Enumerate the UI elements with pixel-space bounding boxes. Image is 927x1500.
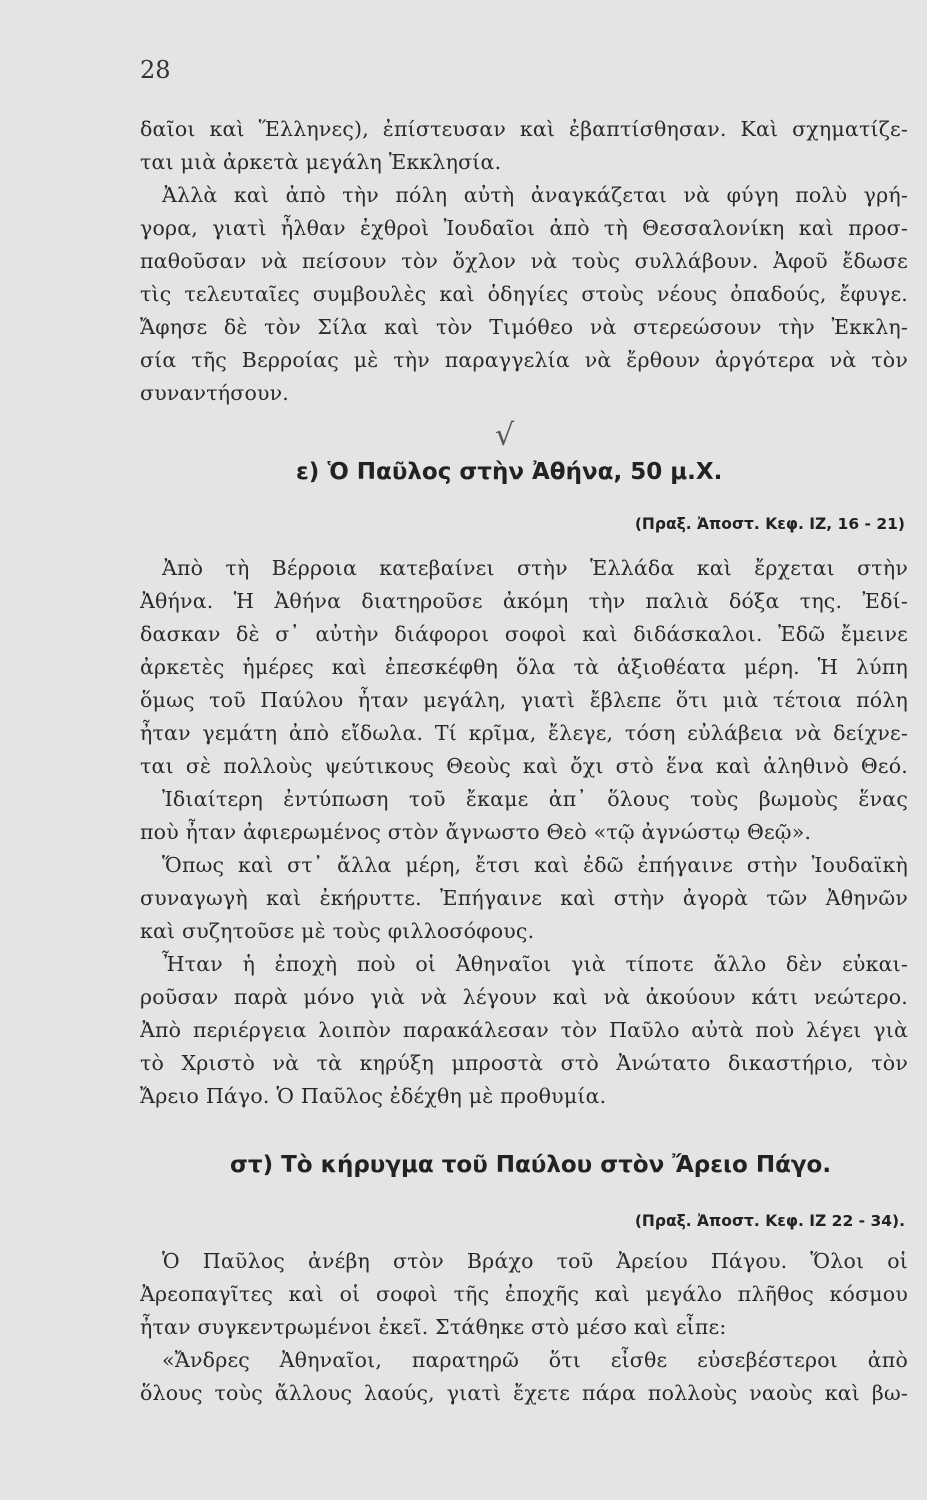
text-line: «Ἄνδρες Ἀθηναῖοι, παρατηρῶ ὅτι εἶσθε εὐσεβέστεροι ἀπὸ: [162, 1348, 908, 1372]
check-mark: √: [495, 418, 515, 453]
section-reference-athens: (Πραξ. Ἀποστ. Κεφ. ΙΖ, 16 - 21): [634, 515, 905, 533]
section-heading-areopagus: στ) Τὸ κήρυγμα τοῦ Παύλου στὸν Ἄρειο Πάγο.: [230, 1152, 832, 1178]
page-number: 28: [140, 56, 171, 84]
section-text-areopagus: [140, 1245, 908, 1410]
text-line: ται μιὰ ἀρκετὰ μεγάλη Ἐκκλησία.: [140, 150, 502, 174]
text-line: ἦταν συγκεντρωμένοι ἐκεῖ. Στάθηκε στὸ μέσο καὶ εἶπε:: [140, 1315, 727, 1339]
text-line: Ἦταν ἡ ἐποχὴ ποὺ οἱ Ἀθηναῖοι γιὰ τίποτε ἄλλο δὲν εὐκαι-: [162, 952, 908, 976]
text-line: δαῖοι καὶ Ἕλληνες), ἐπίστευσαν καὶ ἐβαπτίσθησαν. Καὶ σχηματίζε-: [140, 117, 908, 141]
text-line: Ἀθήνα. Ἡ Ἀθήνα διατηροῦσε ἀκόμη τὴν παλιὰ δόξα της. Ἐδί-: [140, 589, 908, 613]
text-line: γορα, γιατὶ ἦλθαν ἐχθροὶ Ἰουδαῖοι ἀπὸ τὴ Θεσσαλονίκη καὶ προσ-: [140, 216, 908, 240]
text-line: ἀρκετὲς ἡμέρες καὶ ἐπεσκέφθη ὅλα τὰ ἀξιοθέατα μέρη. Ἡ λύπη: [140, 655, 908, 679]
text-line: Ὅπως καὶ στ᾽ ἄλλα μέρη, ἔτσι καὶ ἐδῶ ἐπήγαινε στὴν Ἰουδαϊκὴ: [162, 853, 908, 877]
text-line: ποὺ ἦταν ἀφιερωμένος στὸν ἄγνωστο Θεὸ «τῷ ἀγνώστῳ Θεῷ».: [140, 820, 812, 844]
section-text-athens: [140, 552, 908, 1113]
text-line: Ἀπὸ τὴ Βέρροια κατεβαίνει στὴν Ἑλλάδα καὶ ἔρχεται στὴν: [162, 556, 908, 580]
text-line: ἦταν γεμάτη ἀπὸ εἴδωλα. Τί κρῖμα, ἔλεγε, τόση εὐλάβεια νὰ δείχνε-: [140, 721, 908, 745]
text-line: Ἀπὸ περιέργεια λοιπὸν παρακάλεσαν τὸν Παῦλο αὐτὰ ποὺ λέγει γιὰ: [140, 1018, 908, 1042]
text-line: ροῦσαν παρὰ μόνο γιὰ νὰ λέγουν καὶ νὰ ἀκούουν κάτι νεώτερο.: [140, 985, 908, 1009]
text-line: Ἀλλὰ καὶ ἀπὸ τὴν πόλη αὐτὴ ἀναγκάζεται νὰ φύγη πολὺ γρή-: [162, 183, 908, 207]
text-line: καὶ συζητοῦσε μὲ τοὺς φιλλοσόφους.: [140, 919, 535, 943]
paragraph-thessaloniki-berea: [140, 113, 908, 410]
text-line: Ἄφησε δὲ τὸν Σίλα καὶ τὸν Τιμόθεο νὰ στερεώσουν τὴν Ἐκκλη-: [140, 315, 908, 339]
text-line: ται σὲ πολλοὺς ψεύτικους Θεοὺς καὶ ὄχι στὸ ἕνα καὶ ἀληθινὸ Θεό.: [140, 754, 908, 778]
text-line: συναγωγὴ καὶ ἐκήρυττε. Ἐπήγαινε καὶ στὴν ἀγορὰ τῶν Ἀθηνῶν: [140, 886, 908, 910]
text-line: ὅλους τοὺς ἄλλους λαούς, γιατὶ ἔχετε πάρα πολλοὺς ναοὺς καὶ βω-: [140, 1381, 908, 1405]
text-line: Ἰδιαίτερη ἐντύπωση τοῦ ἔκαμε ἀπ᾽ ὅλους τοὺς βωμοὺς ἕνας: [162, 787, 908, 811]
text-line: δασκαν δὲ σ᾽ αὐτὴν διάφοροι σοφοὶ καὶ διδάσκαλοι. Ἐδῶ ἔμεινε: [140, 622, 908, 646]
text-line: τὸ Χριστὸ νὰ τὰ κηρύξη μπροστὰ στὸ Ἀνώτατο δικαστήριο, τὸν: [140, 1051, 908, 1075]
text-line: παθοῦσαν νὰ πείσουν τὸν ὄχλον νὰ τοὺς συλλάβουν. Ἀφοῦ ἔδωσε: [140, 249, 908, 273]
text-line: Ἄρειο Πάγο. Ὁ Παῦλος ἐδέχθη μὲ προθυμία.: [140, 1084, 607, 1108]
text-line: συναντήσουν.: [140, 381, 290, 405]
text-line: σία τῆς Βερροίας μὲ τὴν παραγγελία νὰ ἔρθουν ἀργότερα νὰ τὸν: [140, 348, 908, 372]
section-reference-areopagus: (Πραξ. Ἀποστ. Κεφ. ΙΖ 22 - 34).: [634, 1212, 905, 1230]
text-line: Ὁ Παῦλος ἀνέβη στὸν Βράχο τοῦ Ἀρείου Πάγου. Ὅλοι οἱ: [162, 1249, 908, 1273]
text-line: Ἀρεοπαγῖτες καὶ οἱ σοφοὶ τῆς ἐποχῆς καὶ μεγάλο πλῆθος κόσμου: [140, 1282, 908, 1306]
text-line: ὅμως τοῦ Παύλου ἦταν μεγάλη, γιατὶ ἔβλεπε ὅτι μιὰ τέτοια πόλη: [140, 688, 908, 712]
section-heading-athens: ε) Ὁ Παῦλος στὴν Ἀθήνα, 50 μ.Χ.: [296, 459, 723, 485]
text-line: τὶς τελευταῖες συμβουλὲς καὶ ὁδηγίες στοὺς νέους ὀπαδούς, ἔφυγε.: [140, 282, 908, 306]
